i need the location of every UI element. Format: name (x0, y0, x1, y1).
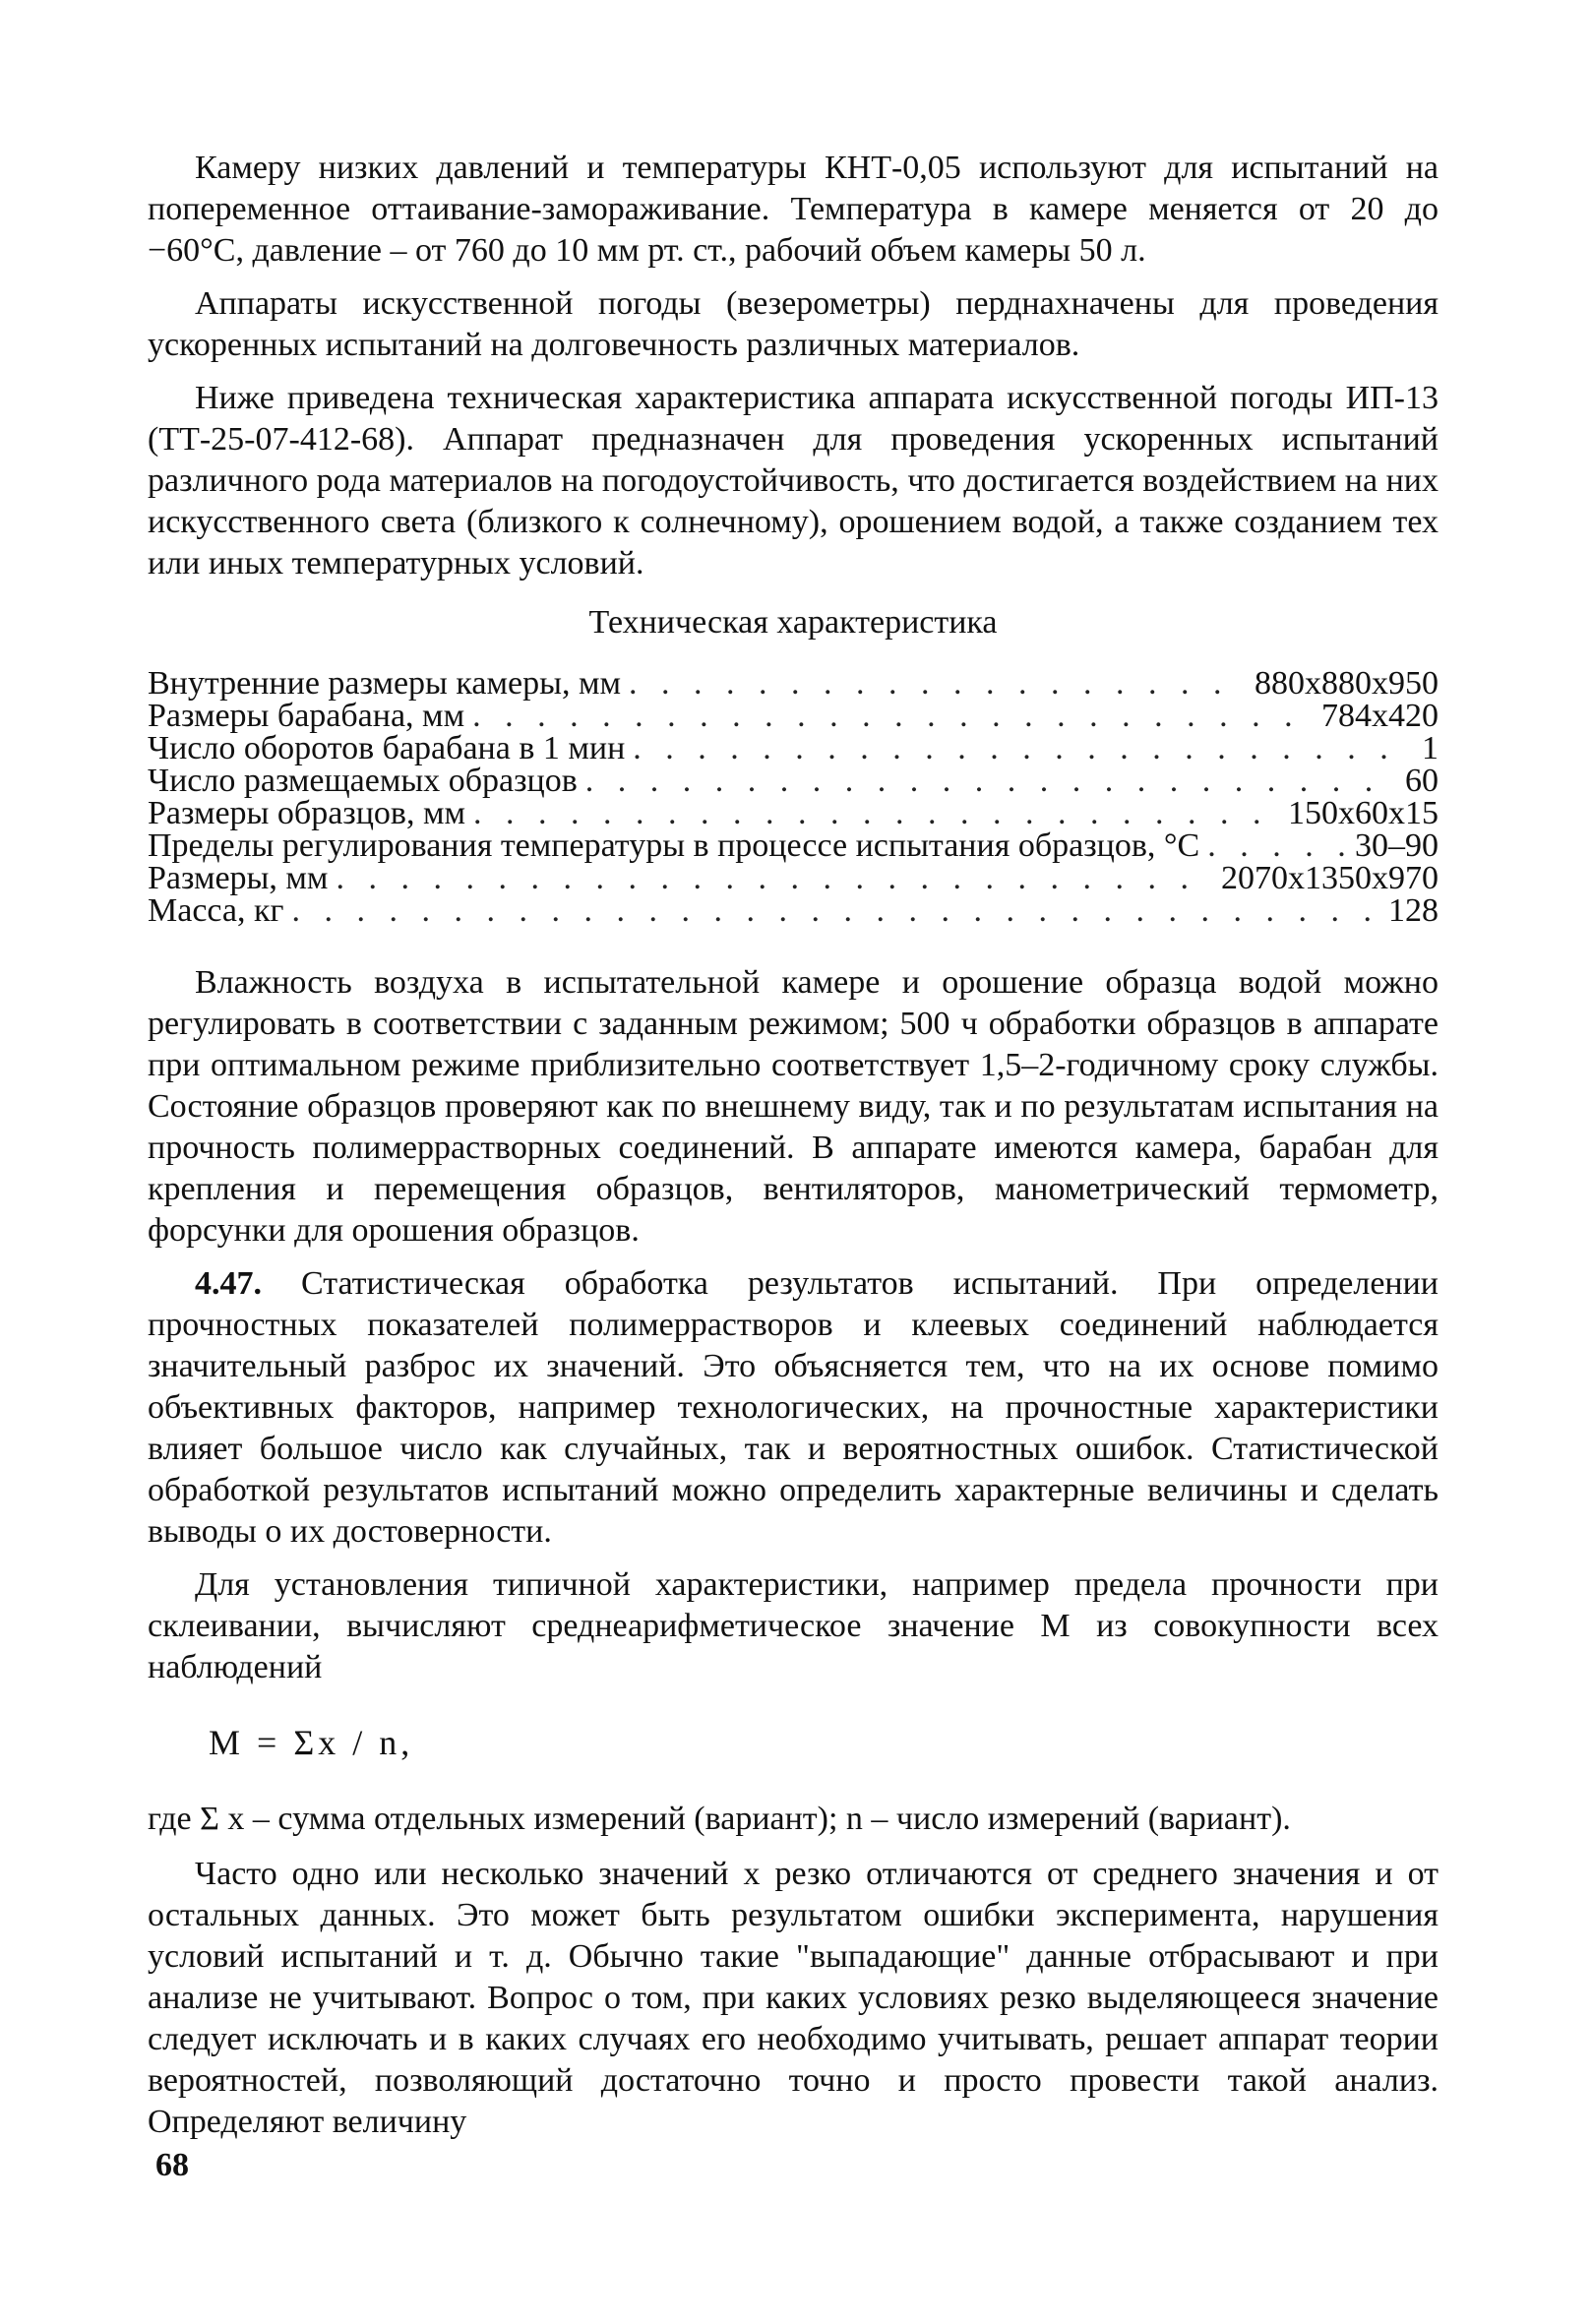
spec-heading: Техническая характеристика (588, 604, 998, 641)
paragraph-outliers: Часто одно или несколько значений х резко отличаются от среднего значения и от остальных данных. Это может быть результатом ошибки эксперимента, нарушения условий испытаний и т. д. Обычно такие "выпадающие" данные отбрасывают и при анализе не учитывают. Вопрос о том, при каких условиях резко выделяющееся значение следует исключать и в каких случаях его необходимо учитывать, решает аппарат теории вероятностей, позволяющий достаточно точно и просто провести такой анализ. Определяют величину (148, 1856, 1439, 2140)
spec-label: Пределы регулирования температуры в процессе испытания образцов, °С (148, 827, 1200, 864)
spec-row (148, 797, 1439, 829)
paragraph-weatherometers: Аппараты искусственной погоды (везерометры) перднахначены для проведения ускоренных испытаний на долговечность различных материалов. (148, 285, 1439, 363)
spec-label: Размеры, мм (148, 860, 329, 896)
leader-dots (336, 862, 1213, 894)
spec-row (148, 764, 1439, 797)
spec-label: Размеры барабана, мм (148, 698, 465, 734)
paragraph-knt-chamber: Камеру низких давлений и температуры КНТ-0,05 используют для испытаний на попеременное оттаивание-замораживание. Температура в камере меняется от 20 до −60°С, давление – от 760 до 10 мм рт. ст., рабочий объем камеры 50 л. (148, 150, 1439, 269)
spec-row (148, 667, 1439, 700)
spec-value: 784x420 (1321, 698, 1439, 734)
paragraph-ip13-description: Ниже приведена техническая характеристика аппарата искусственной погоды ИП-13 (ТТ-25-07-412-68). Аппарат предназначен для проведения ускоренных испытаний различного рода материалов на погодоустойчивость, что достигается воздействием на них искусственного света (близкого к солнечному), орошением водой, а также созданием тех или иных температурных условий. (148, 380, 1439, 581)
page-body (148, 148, 1439, 2143)
leader-dots (291, 894, 1380, 927)
paragraph-statistics (148, 1263, 1439, 1553)
paragraph-statistics-text: Статистическая обработка результатов испытаний. При определении прочностных показателей полимеррастворов и клеевых соединений наблюдается значительный разброс их значений. Это объясняется тем, что на их основе помимо объективных факторов, например технологических, на прочностные характеристики влияет большое число как случайных, так и вероятностных ошибок. Статистической обработкой результатов испытаний можно определить характерные величины и сделать выводы о их достоверности. (148, 1265, 1439, 1550)
leader-dots (472, 700, 1314, 732)
page-number: 68 (155, 2147, 189, 2183)
spec-value: 2070x1350x970 (1221, 860, 1439, 896)
leader-dots (1207, 829, 1347, 862)
spec-row (148, 894, 1439, 927)
spec-value: 150x60x15 (1288, 795, 1439, 831)
spec-row (148, 700, 1439, 732)
paragraph-mean: Для установления типичной характеристики, например предела прочности при склеивании, вычисляют среднеарифметическое значение М из совокупности всех наблюдений (148, 1566, 1439, 1685)
spec-value: 60 (1405, 763, 1439, 799)
spec-row (148, 862, 1439, 894)
spec-label: Внутренние размеры камеры, мм (148, 665, 621, 702)
formula-explanation: где Σ х – сумма отдельных измерений (вариант); n – число измерений (вариант). (148, 1801, 1291, 1837)
paragraph-humidity: Влажность воздуха в испытательной камере и орошение образца водой можно регулировать в соответствии с заданным режимом; 500 ч обработки образцов в аппарате при оптимальном режиме приблизительно соответствует 1,5–2-годичному сроку службы. Состояние образцов проверяют как по внешнему виду, так и по результатам испытания на прочность полимеррастворных соединений. В аппарате имеются камера, барабан для крепления и перемещения образцов, вентиляторов, манометрический термометр, форсунки для орошения образцов. (148, 964, 1439, 1249)
spec-label: Масса, кг (148, 892, 284, 929)
spec-row (148, 829, 1439, 862)
spec-value: 30–90 (1355, 827, 1439, 864)
spec-label: Число оборотов барабана в 1 мин (148, 730, 626, 766)
spec-value: 880x880x950 (1255, 665, 1439, 702)
section-number: 4.47. (195, 1265, 262, 1302)
spec-value: 128 (1388, 892, 1439, 929)
spec-value: 1 (1422, 730, 1439, 766)
spec-list (148, 667, 1439, 927)
leader-dots (633, 732, 1414, 764)
leader-dots (473, 797, 1280, 829)
leader-dots (629, 667, 1247, 700)
spec-row (148, 732, 1439, 764)
leader-dots (585, 764, 1397, 797)
formula-mean: М = Σx / n, (209, 1723, 414, 1762)
spec-label: Число размещаемых образцов (148, 763, 578, 799)
spec-label: Размеры образцов, мм (148, 795, 465, 831)
